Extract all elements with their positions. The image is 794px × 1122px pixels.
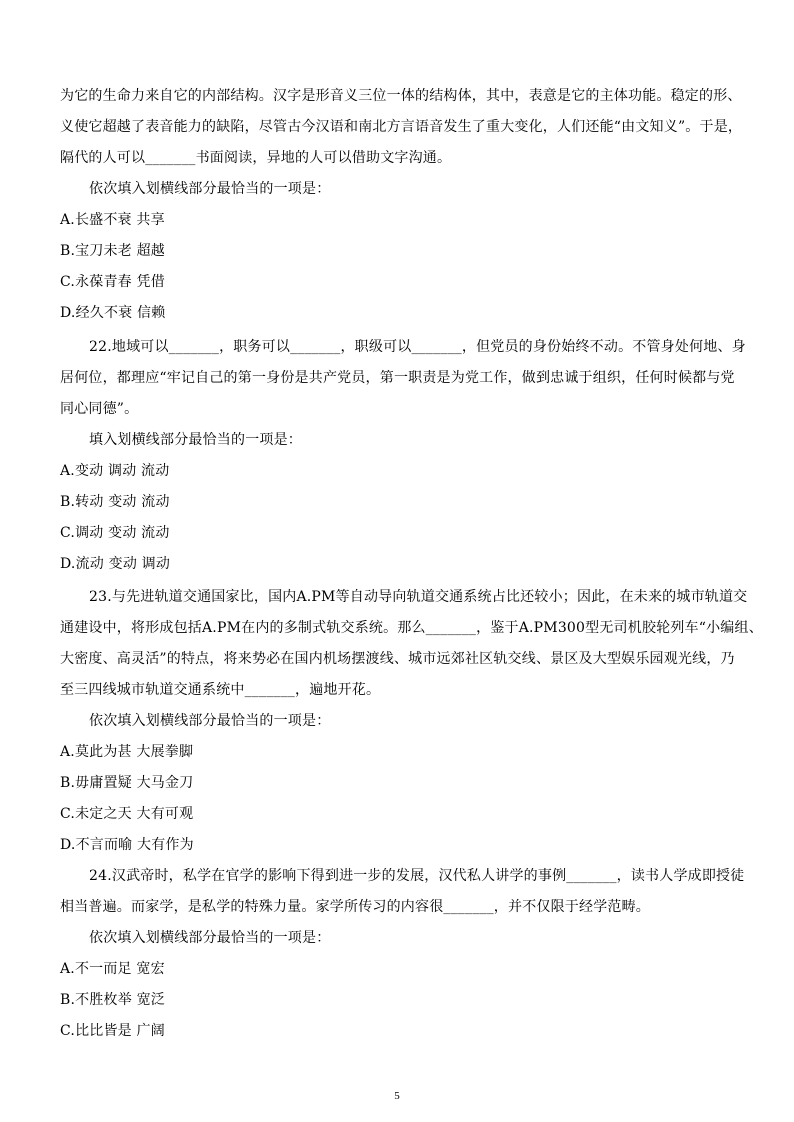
answer-option: B.转动 变动 流动	[60, 494, 170, 510]
question-22-line: 22.地域可以_______，职务可以_______，职级可以_______，但党员的身份始终不动。不管身处何地、身	[89, 339, 746, 355]
answer-option: A.莫此为甚 大展拳脚	[60, 744, 194, 760]
paragraph-line: 为它的生命力来自它的内部结构。汉字是形音义三位一体的结构体，其中，表意是它的主体功能。稳定的形、	[60, 88, 742, 104]
question-prompt: 依次填入划横线部分最恰当的一项是：	[89, 713, 331, 729]
answer-option: D.不言而喻 大有作为	[60, 837, 194, 853]
answer-option: C.永葆青春 凭借	[60, 274, 165, 290]
question-23-line: 23.与先进轨道交通国家比，国内A.PM等自动导向轨道交通系统占比还较小；因此，在未来的城市轨道交	[89, 589, 748, 605]
paragraph-line: 通建设中，将形成包括A.PM在内的多制式轨交系统。那么_______，鉴于A.PM300型无司机胶轮列车“小编组、	[60, 620, 763, 636]
answer-option: D.流动 变动 调动	[60, 556, 171, 572]
answer-option: B.宝刀未老 超越	[60, 243, 165, 259]
page-number: 5	[394, 1090, 400, 1102]
paragraph-line: 居何位，都理应“牢记自己的第一身份是共产党员，第一职责是为党工作，做到忠诚于组织，任何时候都与党	[60, 370, 735, 386]
question-prompt: 填入划横线部分最恰当的一项是：	[89, 432, 302, 448]
paragraph-line: 隔代的人可以_______书面阅读，异地的人可以借助文字沟通。	[60, 150, 452, 166]
answer-option: C.未定之天 大有可观	[60, 806, 194, 822]
answer-option: B.毋庸置疑 大马金刀	[60, 775, 194, 791]
answer-option: B.不胜枚举 宽泛	[60, 992, 165, 1008]
answer-option: C.比比皆是 广阔	[60, 1023, 165, 1039]
question-prompt: 依次填入划横线部分最恰当的一项是：	[89, 181, 331, 197]
paragraph-line: 相当普遍。而家学，是私学的特殊力量。家学所传习的内容很_______，并不仅限于经学范畴。	[60, 899, 650, 915]
question-24-line: 24.汉武帝时，私学在官学的影响下得到进一步的发展，汉代私人讲学的事例_______，读书人学成即授徒	[89, 868, 745, 884]
paragraph-line: 义使它超越了表音能力的缺陷，尽管古今汉语和南北方言语音发生了重大变化，人们还能“由文知义”。于是，	[60, 119, 743, 135]
answer-option: A.不一而足 宽宏	[60, 961, 165, 977]
paragraph-line: 大密度、高灵活”的特点，将来势必在国内机场摆渡线、城市远郊社区轨交线、景区及大型娱乐园观光线，乃	[60, 651, 735, 667]
answer-option: D.经久不衰 信赖	[60, 305, 166, 321]
answer-option: A.长盛不衰 共享	[60, 212, 165, 228]
paragraph-line: 同心同德”。	[60, 401, 139, 417]
answer-option: C.调动 变动 流动	[60, 525, 170, 541]
paragraph-line: 至三四线城市轨道交通系统中_______，遍地开花。	[60, 682, 381, 698]
answer-option: A.变动 调动 流动	[60, 463, 170, 479]
question-prompt: 依次填入划横线部分最恰当的一项是：	[89, 930, 331, 946]
